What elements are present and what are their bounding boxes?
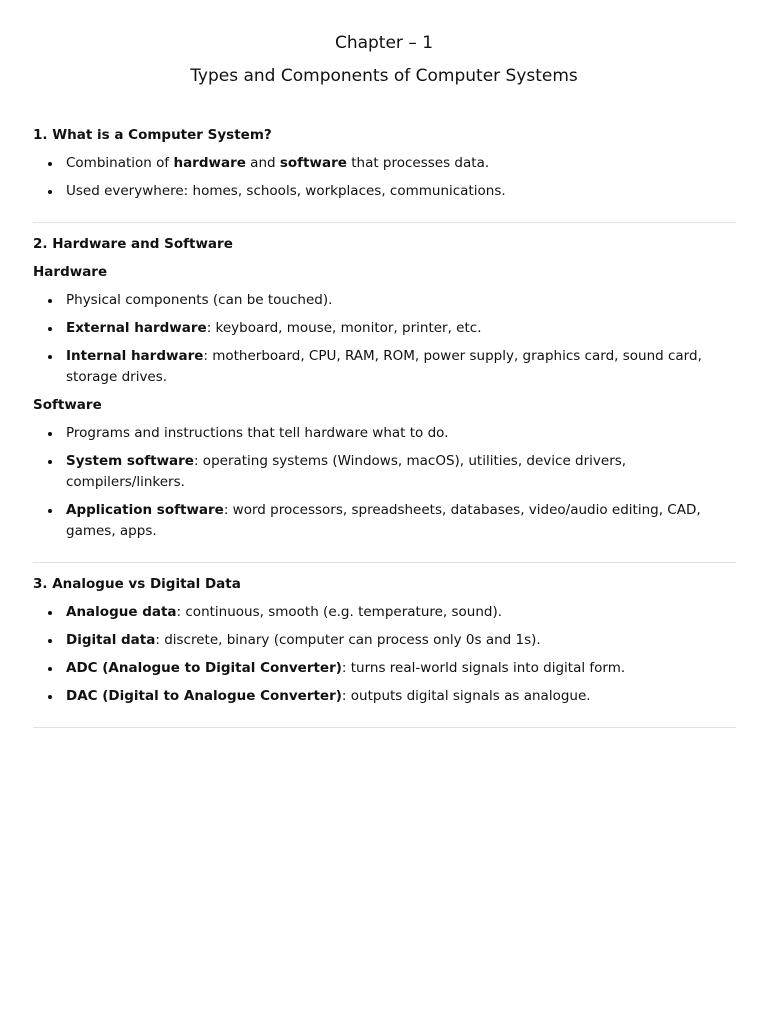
bold-term: software [279,155,347,171]
bold-term: DAC (Digital to Analogue Converter) [66,688,342,704]
section-divider [33,222,736,223]
list-item: DAC (Digital to Analogue Converter): outputs digital signals as analogue. [33,686,736,707]
document-body [33,125,736,739]
list-item: Used everywhere: homes, schools, workplaces, communications. [33,181,736,202]
bold-term: Analogue data [66,604,177,620]
section-heading: 1. What is a Computer System? [33,127,272,143]
list-item: Analogue data: continuous, smooth (e.g. temperature, sound). [33,602,736,623]
section-heading: 2. Hardware and Software [33,236,233,252]
section-hardware-software [33,234,736,542]
chapter-label: Chapter – 1 [334,33,434,53]
bold-term: hardware [173,155,246,171]
list-item: System software: operating systems (Windows, macOS), utilities, device drivers, compilers/linkers. [33,451,736,493]
list-item: Digital data: discrete, binary (computer can process only 0s and 1s). [33,630,736,651]
list-item: Programs and instructions that tell hardware what to do. [33,423,736,444]
list-item: Combination of hardware and software that processes data. [33,153,736,174]
bold-term: Application software [66,502,224,518]
section-heading: 3. Analogue vs Digital Data [33,576,241,592]
bullet-list [33,290,736,388]
section-analogue-digital [33,574,736,707]
list-item: Application software: word processors, spreadsheets, databases, video/audio editing, CAD, games, apps. [33,500,736,542]
list-item: ADC (Analogue to Digital Converter): turns real-world signals into digital form. [33,658,736,679]
subsection-heading-software: Software [33,397,102,413]
bullet-list [33,602,736,707]
bold-term: System software [66,453,194,469]
page-title: Types and Components of Computer Systems [190,66,578,86]
list-item: Physical components (can be touched). [33,290,736,311]
section-divider [33,562,736,563]
list-item: External hardware: keyboard, mouse, monitor, printer, etc. [33,318,736,339]
section-computer-system [33,125,736,202]
subsection-heading-hardware: Hardware [33,264,108,280]
list-item: Internal hardware: motherboard, CPU, RAM, ROM, power supply, graphics card, sound card, storage drives. [33,346,736,388]
bold-term: External hardware [66,320,207,336]
bold-term: Internal hardware [66,348,204,364]
bullet-list [33,153,736,202]
bold-term: ADC (Analogue to Digital Converter) [66,660,342,676]
bullet-list [33,423,736,542]
bold-term: Digital data [66,632,156,648]
section-divider [33,727,736,728]
